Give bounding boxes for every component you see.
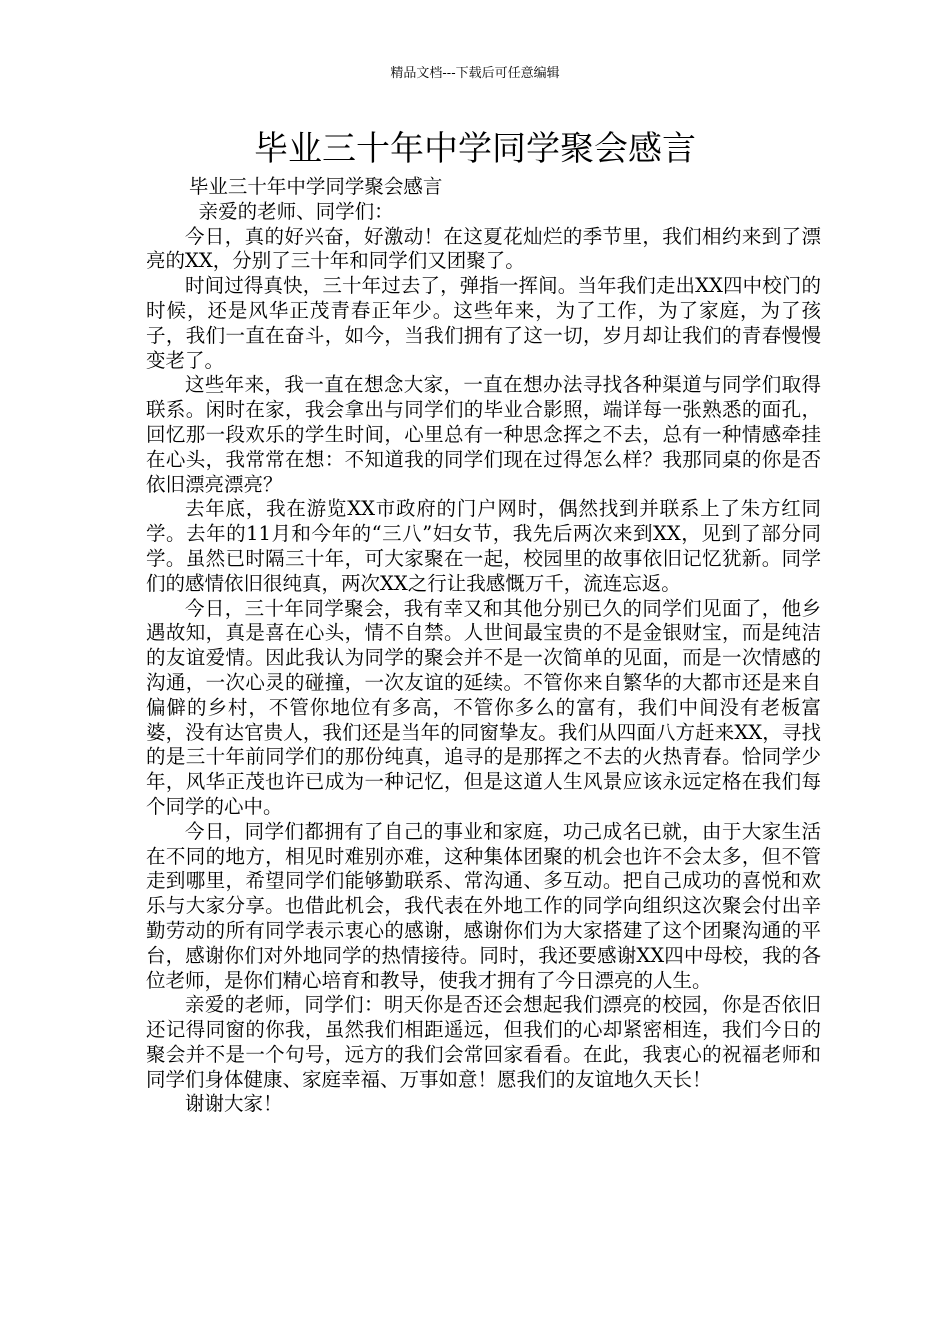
document-body bbox=[146, 175, 821, 1117]
paragraph: 这些年来，我一直在想念大家，一直在想办法寻找各种渠道与同学们取得联系。闲时在家，我会拿出与同学们的毕业合影照，端详每一张熟悉的面孔，回忆那一段欢乐的学生时间，心里总有一种思念挥之不去，总有一种情感牵挂在心头，我常常在想：不知道我的同学们现在过得怎么样？我那同桌的你是否依旧漂亮漂亮？ bbox=[146, 373, 821, 496]
document-subtitle: 毕业三十年中学同学聚会感言 bbox=[188, 175, 443, 198]
paragraph: 今日，同学们都拥有了自己的事业和家庭，功己成名已就，由于大家生活在不同的地方，相见时难别亦难，这种集体团聚的机会也许不会太多，但不管走到哪里，希望同学们能够勤联系、常沟通、多互动。把自己成功的喜悦和欢乐与大家分享。也借此机会，我代表在外地工作的同学向组织这次聚会付出辛勤劳动的所有同学表示衷心的感谢，感谢你们为大家搭建了这个团聚沟通的平台，感谢你们对外地同学的热情接待。同时，我还要感谢XX四中母校，我的各位老师，是你们精心培育和教导，使我才拥有了今日漂亮的人生。 bbox=[146, 819, 821, 992]
paragraph: 今日，真的好兴奋，好激动！在这夏花灿烂的季节里，我们相约来到了漂亮的XX，分别了三十年和同学们又团聚了。 bbox=[146, 224, 821, 273]
paragraph: 去年底，我在游览XX市政府的门户网时，偶然找到并联系上了朱方红同学。去年的11月和今年的“三八”妇女节，我先后两次来到XX，见到了部分同学。虽然已时隔三十年，可大家聚在一起，校园里的故事依旧记忆犹新。同学们的感情依旧很纯真，两次XX之行让我感慨万千，流连忘返。 bbox=[146, 497, 821, 595]
paragraph: 亲爱的老师，同学们：明天你是否还会想起我们漂亮的校园，你是否依旧还记得同窗的你我，虽然我们相距遥远，但我们的心却紧密相连，我们今日的聚会并不是一个句号，远方的我们会常回家看看。在此，我衷心的祝福老师和同学们身体健康、家庭幸福、万事如意！愿我们的友谊地久天长！ bbox=[146, 993, 821, 1091]
paragraph: 今日，三十年同学聚会，我有幸又和其他分别已久的同学们见面了，他乡遇故知，真是喜在心头，情不自禁。人世间最宝贵的不是金银财宝，而是纯洁的友谊爱情。因此我认为同学的聚会并不是一次简单的见面，而是一次情感的沟通，一次心灵的碰撞，一次友谊的延续。不管你来自繁华的大都市还是来自偏僻的乡村，不管你地位有多高，不管你多么的富有，我们中间没有老板富婆，没有达官贵人，我们还是当年的同窗挚友。我们从四面八方赶来XX，寻找的是三十年前同学们的那份纯真，追寻的是那挥之不去的火热青春。恰同学少年，风华正茂也许已成为一种记忆，但是这道人生风景应该永远定格在我们每个同学的心中。 bbox=[146, 596, 821, 818]
paragraph: 时间过得真快，三十年过去了，弹指一挥间。当年我们走出XX四中校门的时候，还是风华正茂青春正年少。这些年来，为了工作，为了家庭，为了孩子，我们一直在奋斗，如今，当我们拥有了这一切，岁月却让我们的青春慢慢变老了。 bbox=[146, 274, 821, 372]
document-header-note: 精品文档---下载后可任意编辑 bbox=[390, 66, 560, 81]
document-title: 毕业三十年中学同学聚会感言 bbox=[254, 129, 696, 169]
closing-line: 谢谢大家！ bbox=[185, 1092, 283, 1116]
greeting-line: 亲爱的老师、同学们： bbox=[198, 199, 394, 223]
